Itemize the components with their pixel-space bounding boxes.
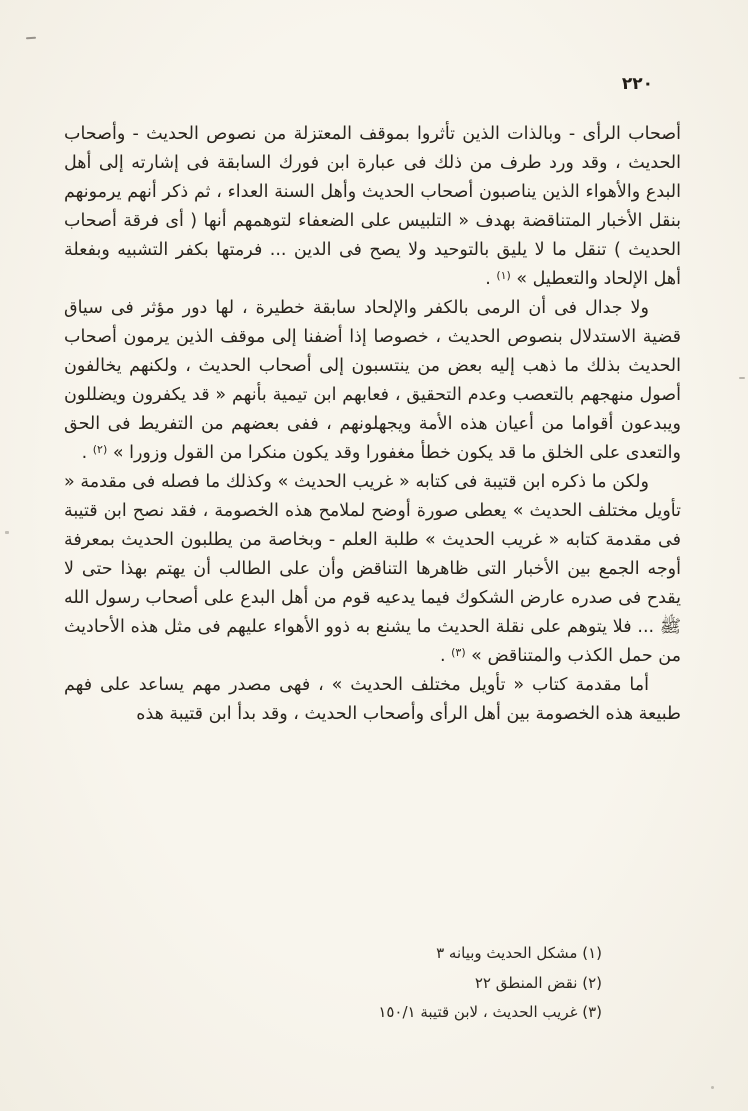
- footnote-item: [60, 969, 602, 999]
- footnote-text: مشكل الحديث وبيانه ٣: [436, 944, 578, 962]
- footnote-label: (٢): [582, 973, 602, 992]
- footnote-ref: (٢): [92, 443, 108, 456]
- footnote-item: [60, 998, 602, 1028]
- scan-artifact: [5, 531, 9, 534]
- footnote-ref: (١): [496, 269, 511, 282]
- paragraph-text: أصحاب الرأى - وبالذات الذين تأثروا بموقف المعتزلة من نصوص الحديث - وأصحاب الحديث ، وقد ورد طرف من ذلك فى عبارة ابن فورك السابقة فى إشارته إلى أهل البدع والأهواء الذين يناصبون أصحاب الحديث وأهل السنة العداء ، ثم ذكر أنهم يرمونهم بنقل الأخبار المتناقضة بهدف « التلبيس على الضعفاء لتوهمهم أنها ( أى فرقة أصحاب الحديث ) تنقل ما لا يليق بالتوحيد ولا يصح فى الدين ... فرمتها بكفر التشبيه وبفعلة أهل الإلحاد والتعطيل »: [64, 124, 681, 289]
- paragraph: [64, 120, 681, 294]
- footnote-label: (١): [582, 944, 602, 962]
- footnote-text: غريب الحديث ، لابن قتيبة ١٥٠/١: [378, 1003, 578, 1021]
- scan-artifact: [711, 1086, 714, 1089]
- paragraph: [64, 468, 681, 671]
- paragraph: [64, 671, 681, 729]
- scan-artifact: [739, 377, 745, 379]
- footnote-label: (٣): [582, 1003, 602, 1021]
- paragraph-text: ولا جدال فى أن الرمى بالكفر والإلحاد سابقة خطيرة ، لها دور مؤثر فى سياق قضية الاستدلال بنصوص الحديث ، خصوصا إذا أضفنا إلى موقف الذين يرمون أصحاب الحديث بذلك ما ذهب إليه بعض من ينتسبون إلى أصحاب الحديث ، ولكنهم يخالفون أصول منهجهم بالتعصب وعدم التحقيق ، فعابهم ابن تيمية بأنهم « قد يكفرون ويضللون ويبدعون أقواما من أعيان هذه الأمة ويجهلونهم ، ففى بعضهم من التفريط فى الحق والتعدى على الخلق ما قد يكون خطأ مغفورا وقد يكون منكرا من القول وزورا »: [64, 298, 681, 463]
- paragraph-tail: .: [439, 646, 452, 666]
- main-text: [64, 120, 681, 729]
- footnote-text: نقض المنطق ٢٢: [474, 973, 578, 992]
- footnote-ref: (٣): [451, 646, 466, 659]
- scan-artifact: [26, 37, 36, 40]
- paragraph-text: ولكن ما ذكره ابن قتيبة فى كتابه « غريب الحديث » وكذلك ما فصله فى مقدمة « تأويل مختلف الحديث » يعطى صورة أوضح لملامح هذه الخصومة ، فقد نصح ابن قتيبة فى مقدمة كتابه « غريب الحديث » طلبة العلم - وبخاصة من يطلبون الحديث بمعرفة أوجه الجمع بين الأخبار التى ظاهرها التناقض وأن على الطالب أن يهتم بهذا حتى لا يقدح فى صدره عارض الشكوك فيما يدعيه قوم من أهل البدع على أصحاب رسول الله ﷺ ... فلا يتوهم على نقلة الحديث ما يشنع به ذوو الأهواء عليهم فى مثل هذه الأحاديث من حمل الكذب والمتناقض »: [64, 472, 681, 666]
- paragraph-tail: .: [485, 269, 497, 289]
- footnotes: [60, 939, 602, 1028]
- paragraph-tail: .: [81, 443, 93, 463]
- paragraph: [64, 294, 681, 468]
- paragraph-text: أما مقدمة كتاب « تأويل مختلف الحديث » ، فهى مصدر مهم يساعد على فهم طبيعة هذه الخصومة بين أهل الرأى وأصحاب الحديث ، وقد بدأ ابن قتيبة هذه: [64, 675, 681, 724]
- footnote-item: [60, 939, 602, 969]
- page-number: ٢٢٠: [621, 74, 653, 94]
